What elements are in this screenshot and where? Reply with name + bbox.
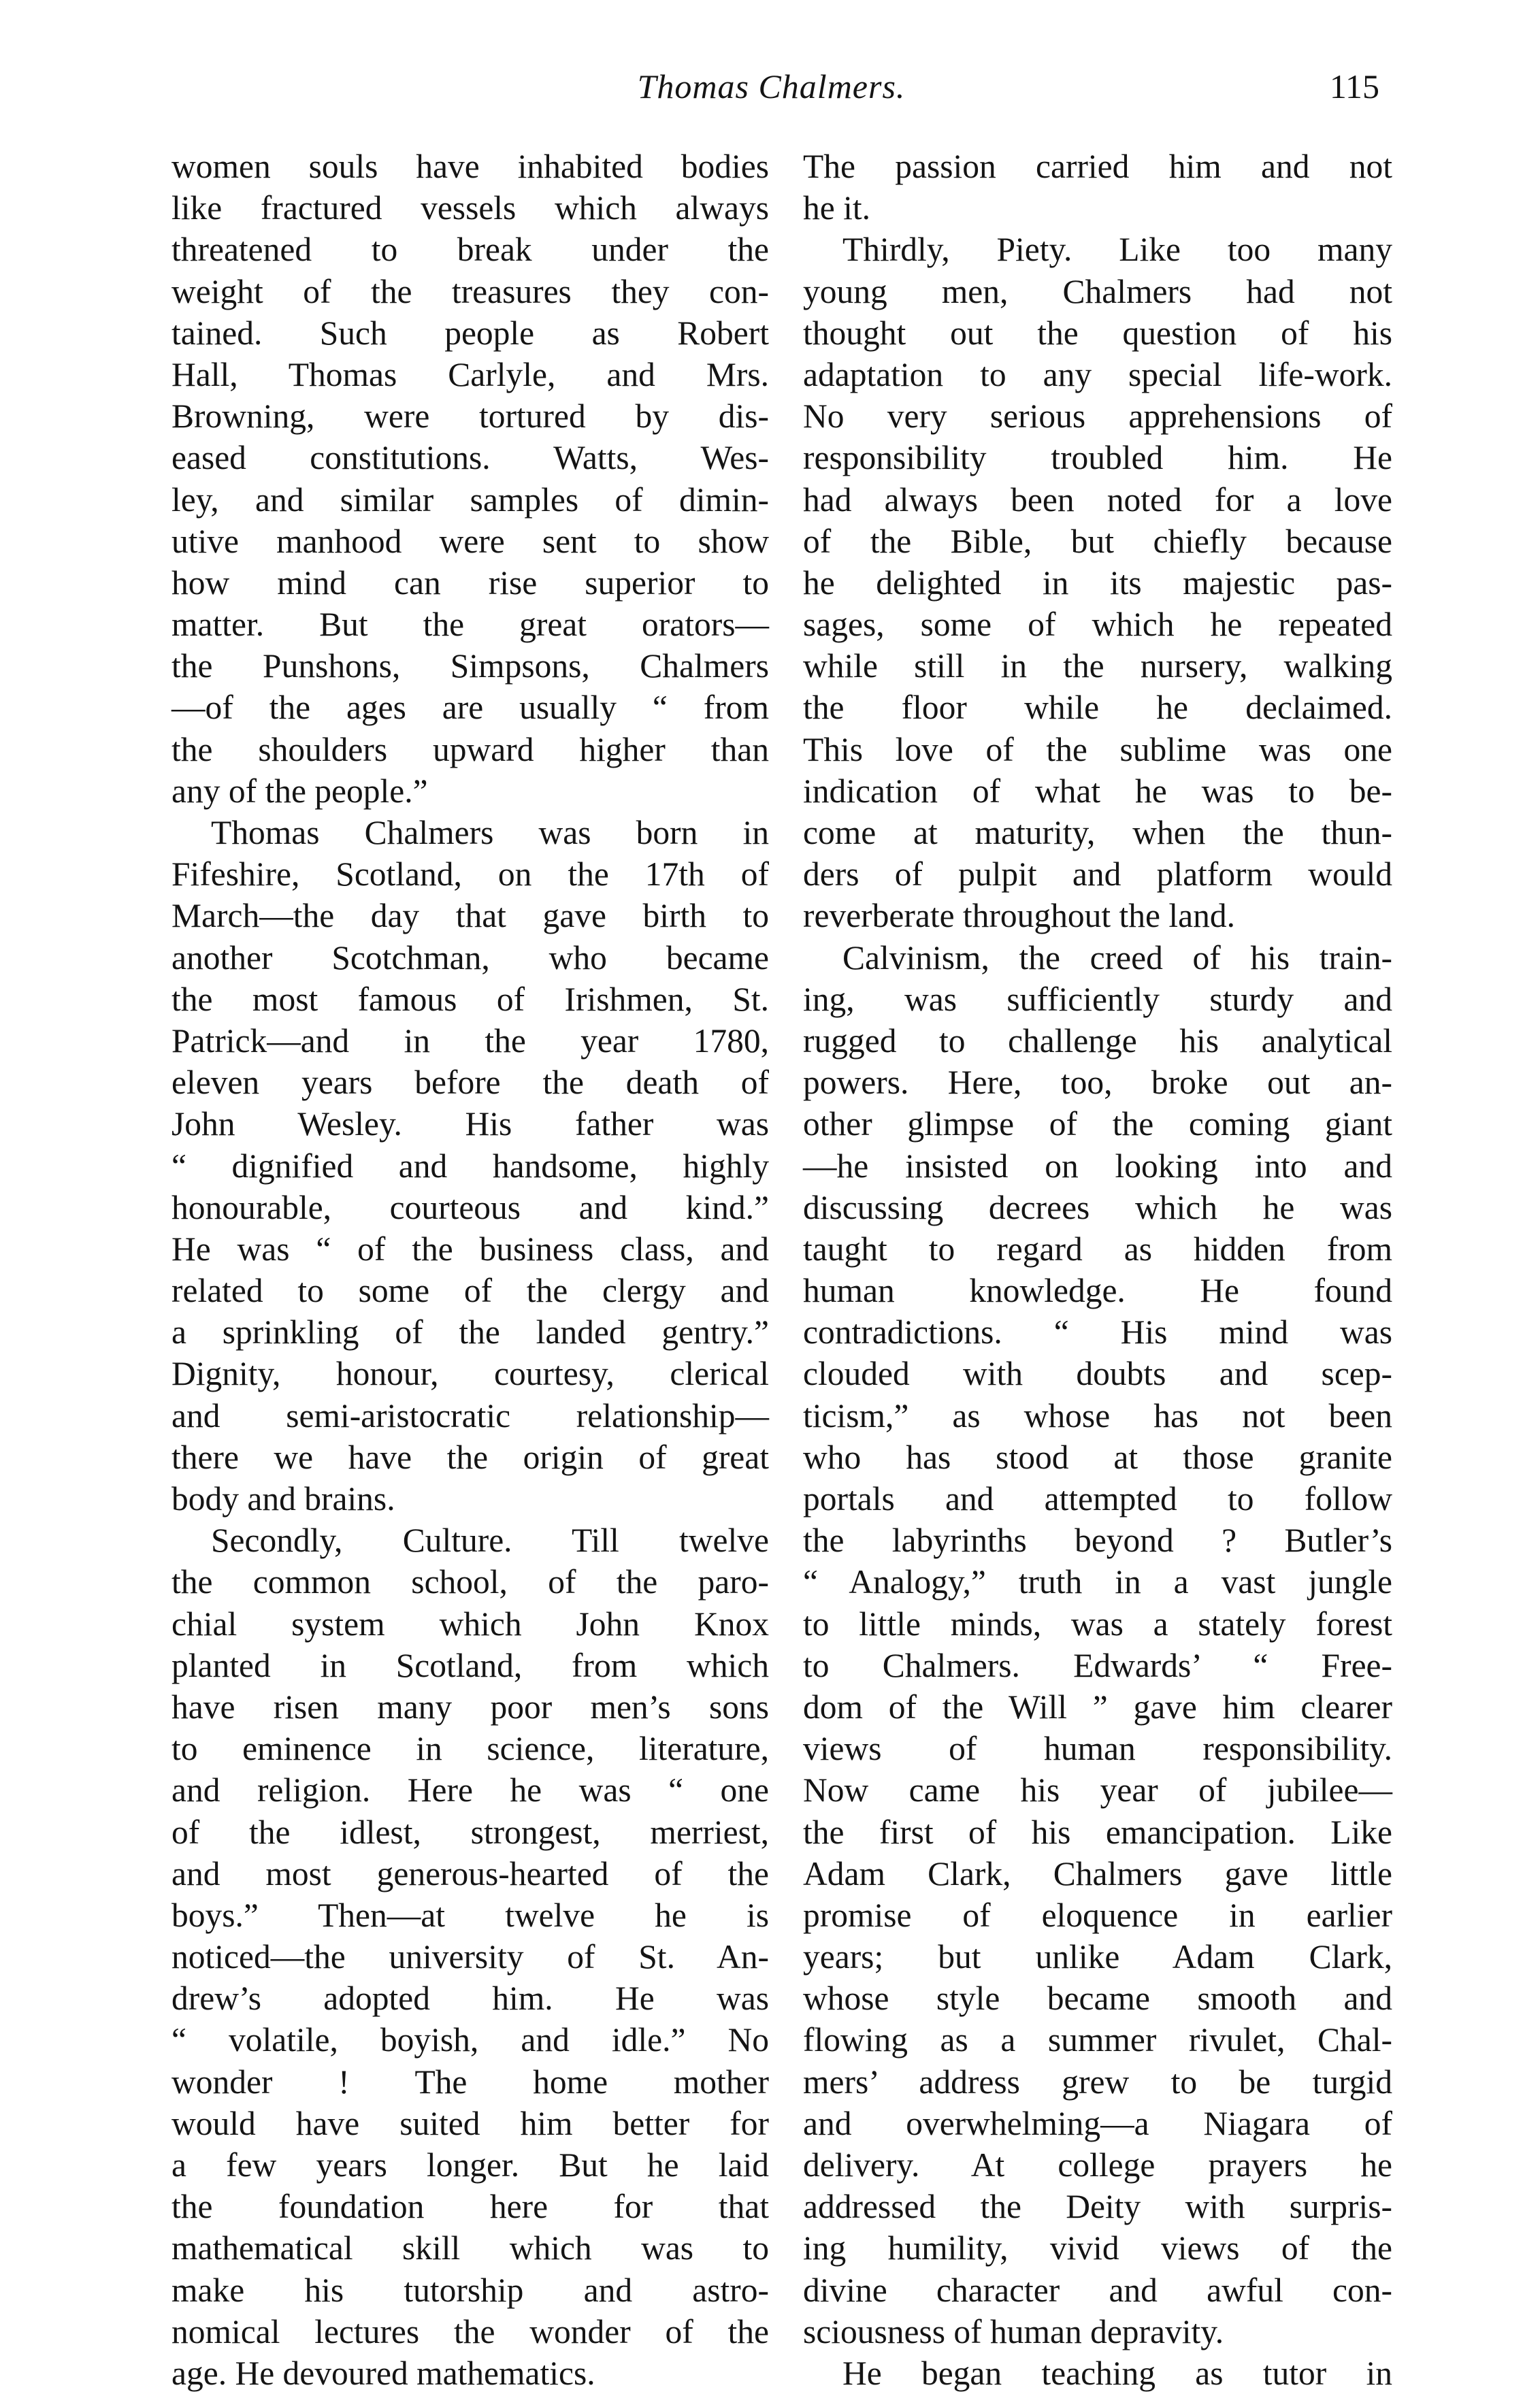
text-line: other glimpse of the coming giant (803, 1105, 1392, 1143)
text-line: any of the people.” (171, 772, 428, 810)
text-line: he it. (803, 189, 870, 227)
text-line: delivery. At college prayers he (803, 2146, 1392, 2184)
text-line: planted in Scotland, from which (171, 1646, 769, 1684)
text-line: and most generous-hearted of the (171, 1854, 769, 1892)
text-line: Fifeshire, Scotland, on the 17th of (171, 855, 769, 893)
text-line: ing humility, vivid views of the (803, 2229, 1392, 2267)
text-line: views of human responsibility. (803, 1730, 1392, 1768)
text-line: Thomas Chalmers was born in (211, 814, 769, 851)
text-line: and religion. Here he was “ one (171, 1771, 769, 1809)
text-line: drew’s adopted him. He was (171, 1980, 769, 2018)
text-line: Patrick—and in the year 1780, (171, 1021, 769, 1060)
text-line: clouded with doubts and scep- (803, 1355, 1392, 1393)
text-line: the floor while he declaimed. (803, 689, 1392, 727)
text-line: indication of what he was to be- (803, 772, 1392, 810)
text-line: Browning, were tortured by dis- (171, 397, 769, 436)
text-line: thought out the question of his (803, 314, 1392, 352)
text-line: weight of the treasures they con- (171, 272, 769, 310)
text-line: —he insisted on looking into and (803, 1147, 1392, 1185)
text-line: Now came his year of jubilee— (803, 1771, 1392, 1809)
text-line: He was “ of the business class, and (171, 1230, 769, 1268)
text-line: Adam Clark, Chalmers gave little (803, 1854, 1392, 1892)
text-line: “ dignified and handsome, highly (171, 1147, 769, 1185)
text-line: honourable, courteous and kind.” (171, 1188, 769, 1226)
text-line: how mind can rise superior to (171, 563, 769, 602)
text-line: Secondly, Culture. Till twelve (211, 1522, 769, 1560)
text-line: wonder ! The home mother (171, 2063, 769, 2101)
text-line: years; but unlike Adam Clark, (803, 1938, 1392, 1976)
text-line: rugged to challenge his analytical (803, 1021, 1392, 1060)
text-line: Calvinism, the creed of his train- (842, 938, 1392, 977)
text-line: women souls have inhabited bodies (171, 148, 769, 185)
text-line: had always been noted for a love (803, 480, 1392, 519)
text-line: of the idlest, strongest, merriest, (171, 1813, 769, 1851)
text-line: the foundation here for that (171, 2188, 769, 2226)
text-line: boys.” Then—at twelve he is (171, 1896, 769, 1934)
text-line: sages, some of which he repeated (803, 606, 1392, 644)
text-line: contradictions. “ His mind was (803, 1313, 1392, 1351)
text-line: divine character and awful con- (803, 2271, 1392, 2309)
left-text-column (171, 146, 769, 2394)
text-line: portals and attempted to follow (803, 1480, 1392, 1518)
text-line: the common school, of the paro- (171, 1563, 769, 1601)
text-line: “ Analogy,” truth in a vast jungle (803, 1563, 1392, 1601)
right-text-column (803, 146, 1392, 2394)
running-title: Thomas Chalmers. (637, 67, 906, 105)
text-line: while still in the nursery, walking (803, 647, 1392, 685)
text-line: threatened to break under the (171, 231, 769, 269)
running-head (163, 63, 1379, 110)
text-line: another Scotchman, who became (171, 938, 769, 977)
text-line: the labyrinths beyond ? Butler’s (803, 1522, 1392, 1560)
text-line: chial system which John Knox (171, 1605, 769, 1643)
text-line: come at maturity, when the thun- (803, 814, 1392, 851)
text-line: a sprinkling of the landed gentry.” (171, 1313, 769, 1351)
text-line: make his tutorship and astro- (171, 2271, 769, 2309)
text-line: He began teaching as tutor in (842, 2354, 1392, 2392)
text-line: mathematical skill which was to (171, 2229, 769, 2267)
text-line: Thirdly, Piety. Like too many (842, 231, 1392, 269)
text-line: taught to regard as hidden from (803, 1230, 1392, 1268)
text-line: the first of his emancipation. Like (803, 1813, 1392, 1851)
text-line: ders of pulpit and platform would (803, 855, 1392, 893)
text-line: eased constitutions. Watts, Wes- (171, 439, 769, 477)
text-line: the shoulders upward higher than (171, 730, 769, 768)
text-line: eleven years before the death of (171, 1064, 769, 1102)
text-line: and overwhelming—a Niagara of (803, 2104, 1392, 2142)
text-line: whose style became smooth and (803, 1980, 1392, 2018)
text-line: he delighted in its majestic pas- (803, 563, 1392, 602)
text-line: “ volatile, boyish, and idle.” No (171, 2021, 769, 2059)
text-line: March—the day that gave birth to (171, 897, 769, 935)
text-line: young men, Chalmers had not (803, 272, 1392, 310)
text-line: like fractured vessels which always (171, 189, 769, 227)
text-line: The passion carried him and not (803, 148, 1392, 185)
text-line: Dignity, honour, courtesy, clerical (171, 1355, 769, 1393)
text-line: promise of eloquence in earlier (803, 1896, 1392, 1934)
text-line: discussing decrees which he was (803, 1188, 1392, 1226)
text-line: body and brains. (171, 1480, 395, 1518)
text-line: related to some of the clergy and (171, 1272, 769, 1310)
text-line: This love of the sublime was one (803, 730, 1392, 768)
text-line: No very serious apprehensions of (803, 397, 1392, 436)
text-line: sciousness of human depravity. (803, 2312, 1224, 2350)
text-line: ing, was sufficiently sturdy and (803, 980, 1392, 1018)
text-line: would have suited him better for (171, 2104, 769, 2142)
text-line: —of the ages are usually “ from (171, 689, 769, 727)
text-line: there we have the origin of great (171, 1438, 769, 1476)
text-line: to eminence in science, literature, (171, 1730, 769, 1768)
text-line: John Wesley. His father was (171, 1105, 769, 1143)
text-line: tained. Such people as Robert (171, 314, 769, 352)
text-line: to Chalmers. Edwards’ “ Free- (803, 1646, 1392, 1684)
text-line: noticed—the university of St. An- (171, 1938, 769, 1976)
text-line: responsibility troubled him. He (803, 439, 1392, 477)
text-line: the most famous of Irishmen, St. (171, 980, 769, 1018)
text-line: reverberate throughout the land. (803, 897, 1235, 935)
page-number: 115 (1329, 67, 1379, 105)
text-line: powers. Here, too, broke out an- (803, 1064, 1392, 1102)
text-line: utive manhood were sent to show (171, 522, 769, 560)
text-line: mers’ address grew to be turgid (803, 2063, 1392, 2101)
text-line: of the Bible, but chiefly because (803, 522, 1392, 560)
text-line: age. He devoured mathematics. (171, 2354, 595, 2392)
text-line: a few years longer. But he laid (171, 2146, 769, 2184)
text-line: matter. But the great orators— (171, 606, 769, 644)
text-line: have risen many poor men’s sons (171, 1688, 769, 1726)
text-line: ticism,” as whose has not been (803, 1396, 1392, 1434)
text-line: and semi-aristocratic relationship— (171, 1396, 769, 1434)
text-line: adaptation to any special life-work. (803, 355, 1392, 393)
text-line: who has stood at those granite (803, 1438, 1392, 1476)
text-line: human knowledge. He found (803, 1272, 1392, 1310)
text-line: addressed the Deity with surpris- (803, 2188, 1392, 2226)
text-line: to little minds, was a stately forest (803, 1605, 1392, 1643)
text-line: nomical lectures the wonder of the (171, 2312, 769, 2350)
text-line: the Punshons, Simpsons, Chalmers (171, 647, 769, 685)
text-line: flowing as a summer rivulet, Chal- (803, 2021, 1392, 2059)
text-line: ley, and similar samples of dimin- (171, 480, 769, 519)
text-line: dom of the Will ” gave him clearer (803, 1688, 1392, 1726)
text-line: Hall, Thomas Carlyle, and Mrs. (171, 355, 769, 393)
